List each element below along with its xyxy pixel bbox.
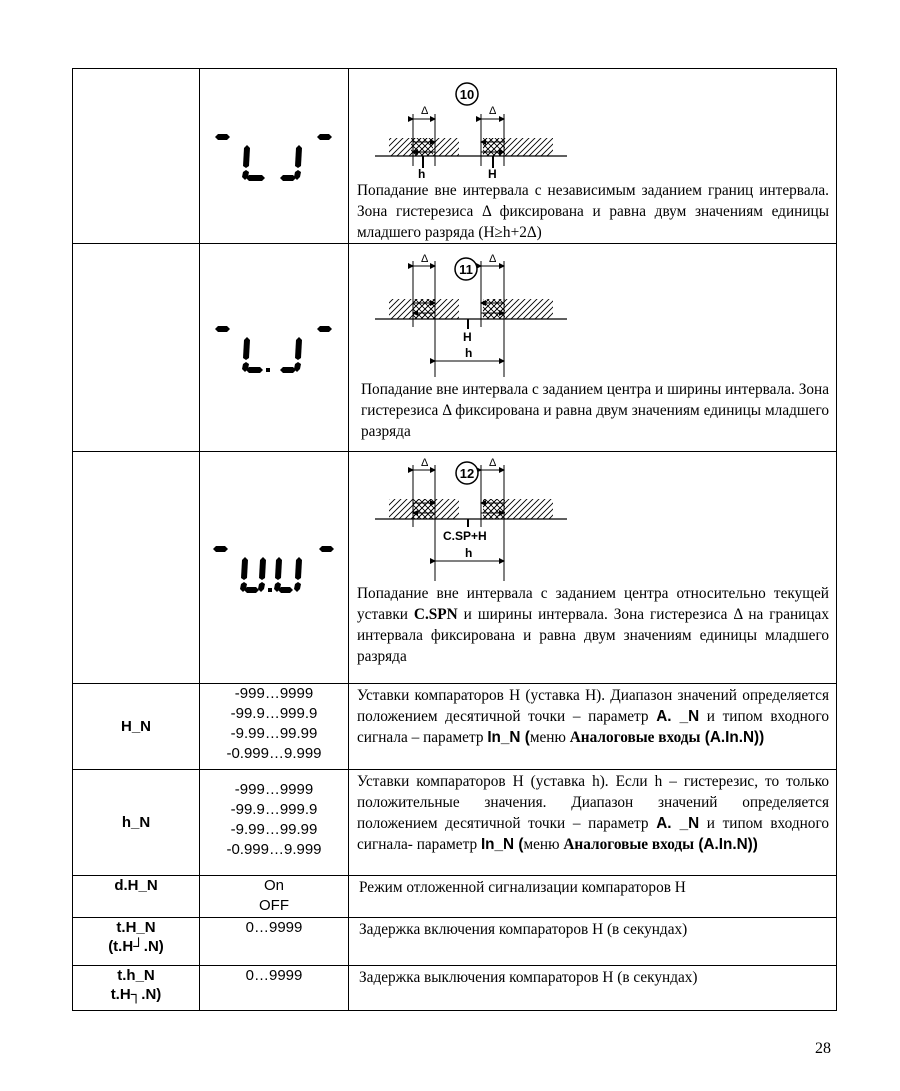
label-csp-h: C.SP+H	[443, 529, 487, 543]
description-part: меню	[523, 836, 564, 853]
param-name: h_N	[73, 770, 200, 876]
param-ref: C.SPN	[413, 606, 458, 623]
table-row	[73, 770, 837, 876]
range-cell	[200, 684, 349, 770]
menu-ref: Аналоговые входы	[569, 729, 701, 746]
figure-number: 12	[459, 466, 475, 481]
label-H: H	[463, 330, 472, 344]
table-row	[73, 69, 837, 244]
parameters-table	[72, 68, 837, 1011]
option-value: On	[263, 877, 284, 894]
table-row	[73, 966, 837, 1011]
description-part: (	[520, 729, 530, 746]
param-name: H_N	[73, 684, 200, 770]
range-value: -99.9…999.9	[230, 705, 318, 722]
menu-code: (A.In.N))	[700, 729, 765, 746]
range-value: -999…9999	[234, 781, 314, 798]
figure-number: 11	[459, 262, 473, 277]
range-value: -0.999…9.999	[226, 841, 322, 858]
description-text: Задержка включения компараторов Н (в секундах)	[349, 918, 837, 966]
menu-ref: Аналоговые входы	[563, 836, 695, 853]
table-row	[73, 244, 837, 452]
description-part: и типом входного сигнала- параметр	[357, 815, 829, 853]
description-cell	[349, 69, 837, 244]
description-text: Попадание вне интервала с заданием центра и ширины интервала. Зона гистерезиса Δ фиксирована и равна двум значениям единицы младшего разряда	[361, 381, 829, 440]
label-h: h	[418, 167, 426, 180]
description-cell	[349, 452, 837, 684]
option-value: OFF	[259, 897, 289, 914]
empty-cell	[73, 452, 200, 684]
param-name: t.H_N	[116, 919, 156, 936]
table-row	[73, 876, 837, 918]
range-value: -9.99…99.99	[230, 725, 318, 742]
range-cell	[200, 770, 349, 876]
hysteresis-diagram-10	[371, 74, 571, 180]
range-cell	[200, 876, 349, 918]
segment-display-10	[214, 128, 334, 184]
param-ref: In_N	[480, 836, 515, 853]
param-ref: A. _N	[656, 708, 700, 725]
label-h: h	[465, 546, 473, 560]
description-part: и ширины интервала. Зона гистерезиса Δ на границах интервала фиксирована и равна двум значениям единицы младшего разряда	[357, 606, 829, 665]
param-ref: In_N	[487, 729, 521, 746]
table-row	[73, 684, 837, 770]
delta-label-right: Δ	[489, 253, 497, 265]
table-row	[73, 452, 837, 684]
param-cell	[73, 966, 200, 1011]
param-name: d.H_N	[73, 876, 200, 918]
param-name: t.h_N	[117, 967, 155, 984]
delta-label-left: Δ	[421, 253, 429, 265]
description-part: меню	[529, 729, 570, 746]
hysteresis-diagram-11	[371, 249, 571, 379]
display-cell	[200, 452, 349, 684]
description-cell	[349, 770, 837, 876]
range-value: 0…9999	[200, 966, 349, 1011]
range-value: 0…9999	[200, 918, 349, 966]
description-cell	[349, 244, 837, 452]
param-alt-name: (t.H┘.N)	[108, 938, 164, 955]
range-value: -999…9999	[234, 685, 314, 702]
delta-label-left: Δ	[421, 457, 429, 469]
figure-number: 10	[459, 87, 475, 102]
description-part: Попадание вне интервала с заданием центра относительно текущей уставки	[357, 585, 829, 623]
range-value: -99.9…999.9	[230, 801, 318, 818]
delta-label-left: Δ	[421, 105, 429, 117]
description-text: Режим отложенной сигнализации компараторов Н	[349, 876, 837, 918]
description-part: Уставки компараторов Н (уставка Н). Диапазон значений определяется положением десятичной точки – параметр	[357, 687, 829, 725]
param-alt-name: t.H┐.N)	[110, 986, 162, 1003]
display-cell	[200, 69, 349, 244]
display-cell	[200, 244, 349, 452]
label-H: H	[488, 167, 497, 180]
page-number: 28	[815, 1040, 831, 1057]
description-cell	[349, 684, 837, 770]
description-part: (	[514, 836, 524, 853]
delta-label-right: Δ	[489, 457, 497, 469]
description-text	[357, 583, 829, 667]
label-h: h	[465, 346, 473, 360]
param-cell	[73, 918, 200, 966]
range-value: -9.99…99.99	[230, 821, 318, 838]
delta-label-right: Δ	[489, 105, 497, 117]
empty-cell	[73, 244, 200, 452]
segment-display-12	[212, 540, 336, 596]
hysteresis-diagram-12	[371, 457, 571, 583]
description-part: Уставки компараторов Н (уставка h). Если h – гистерезис, то только положительные значения. Диапазон значений определяется положением десятичной точки – параметр	[357, 773, 829, 832]
segment-display-11	[214, 320, 334, 376]
param-ref: A. _N	[656, 815, 700, 832]
description-text: Попадание вне интервала с независимым заданием границ интервала. Зона гистерезиса Δ фиксирована и равна двум значениям единицы младшего разряда (H≥h+2Δ)	[357, 182, 829, 241]
description-part: и типом входного сигнала – параметр	[357, 708, 829, 746]
table-row	[73, 918, 837, 966]
range-value: -0.999…9.999	[226, 745, 322, 762]
empty-cell	[73, 69, 200, 244]
description-text: Задержка выключения компараторов Н (в секундах)	[349, 966, 837, 1011]
menu-code: (A.In.N))	[694, 836, 758, 853]
